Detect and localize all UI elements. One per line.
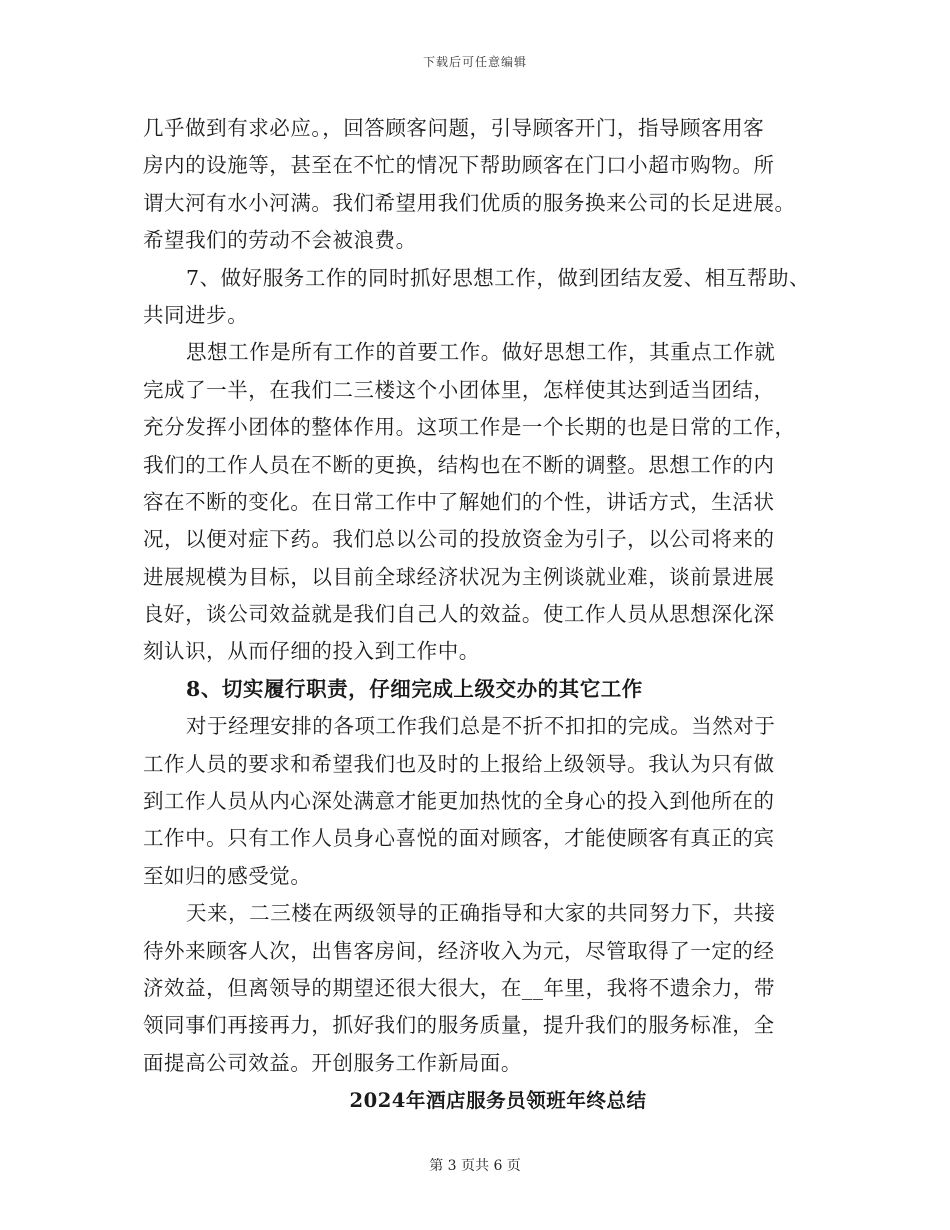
body-line: 良好，谈公司效益就是我们自己人的效益。使工作人员从思想深化深 <box>143 602 775 627</box>
body-line: 至如归的感受觉。 <box>143 863 312 888</box>
body-line: 充分发挥小团体的整体作用。这项工作是一个长期的也是日常的工作， <box>143 415 796 440</box>
body-line: 共同进步。 <box>143 302 249 327</box>
body-line: 谓大河有水小河满。我们希望用我们优质的服务换来公司的长足进展。 <box>143 190 796 215</box>
body-line: 济效益，但离领导的期望还很大很大，在__年里，我将不遗余力，带 <box>143 975 776 1000</box>
body-line: 刻认识，从而仔细的投入到工作中。 <box>143 639 480 664</box>
body-line: 进展规模为目标，以目前全球经济状况为主例谈就业难，谈前景进展 <box>143 564 775 589</box>
page-header: 下载后可任意编辑 <box>422 55 527 69</box>
body-line: 待外来顾客人次，出售客房间，经济收入为元，尽管取得了一定的经 <box>143 938 775 963</box>
body-line: 我们的工作人员在不断的更换，结构也在不断的调整。思想工作的内 <box>143 452 775 477</box>
body-line: 况，以便对症下药。我们总以公司的投放资金为引子，以公司将来的 <box>143 527 775 552</box>
list-item-heading: 7、做好服务工作的同时抓好思想工作，做到团结友爱、相互帮助、 <box>186 265 811 290</box>
section-heading: 8、切实履行职责，仔细完成上级交办的其它工作 <box>186 676 643 701</box>
page-footer: 第 3 页共 6 页 <box>429 1158 521 1174</box>
body-line: 工作中。只有工作人员身心喜悦的面对顾客，才能使顾客有真正的宾 <box>143 826 775 851</box>
body-line: 完成了一半，在我们二三楼这个小团体里，怎样使其达到适当团结， <box>143 377 775 402</box>
body-line: 房内的设施等，甚至在不忙的情况下帮助顾客在门口小超市购物。所 <box>143 153 775 178</box>
body-line: 对于经理安排的各项工作我们总是不折不扣扣的完成。当然对于 <box>186 714 776 739</box>
body-line: 思想工作是所有工作的首要工作。做好思想工作，其重点工作就 <box>186 340 776 365</box>
body-line: 天来，二三楼在两级领导的正确指导和大家的共同努力下，共接 <box>186 901 776 926</box>
document-title: 2024年酒店服务员领班年终总结 <box>349 1089 647 1113</box>
body-line: 希望我们的劳动不会被浪费。 <box>143 228 417 253</box>
document-body <box>143 110 825 1120</box>
body-line: 工作人员的要求和希望我们也及时的上报给上级领导。我认为只有做 <box>143 751 775 776</box>
body-line: 面提高公司效益。开创服务工作新局面。 <box>143 1050 522 1075</box>
body-line: 领同事们再接再力，抓好我们的服务质量，提升我们的服务标准，全 <box>143 1013 775 1038</box>
body-line: 几乎做到有求必应。，回答顾客问题，引导顾客开门，指导顾客用客 <box>143 116 765 140</box>
body-line: 到工作人员从内心深处满意才能更加热忱的全身心的投入到他所在的 <box>143 789 775 814</box>
body-line: 容在不断的变化。在日常工作中了解她们的个性，讲话方式，生活状 <box>143 489 775 514</box>
